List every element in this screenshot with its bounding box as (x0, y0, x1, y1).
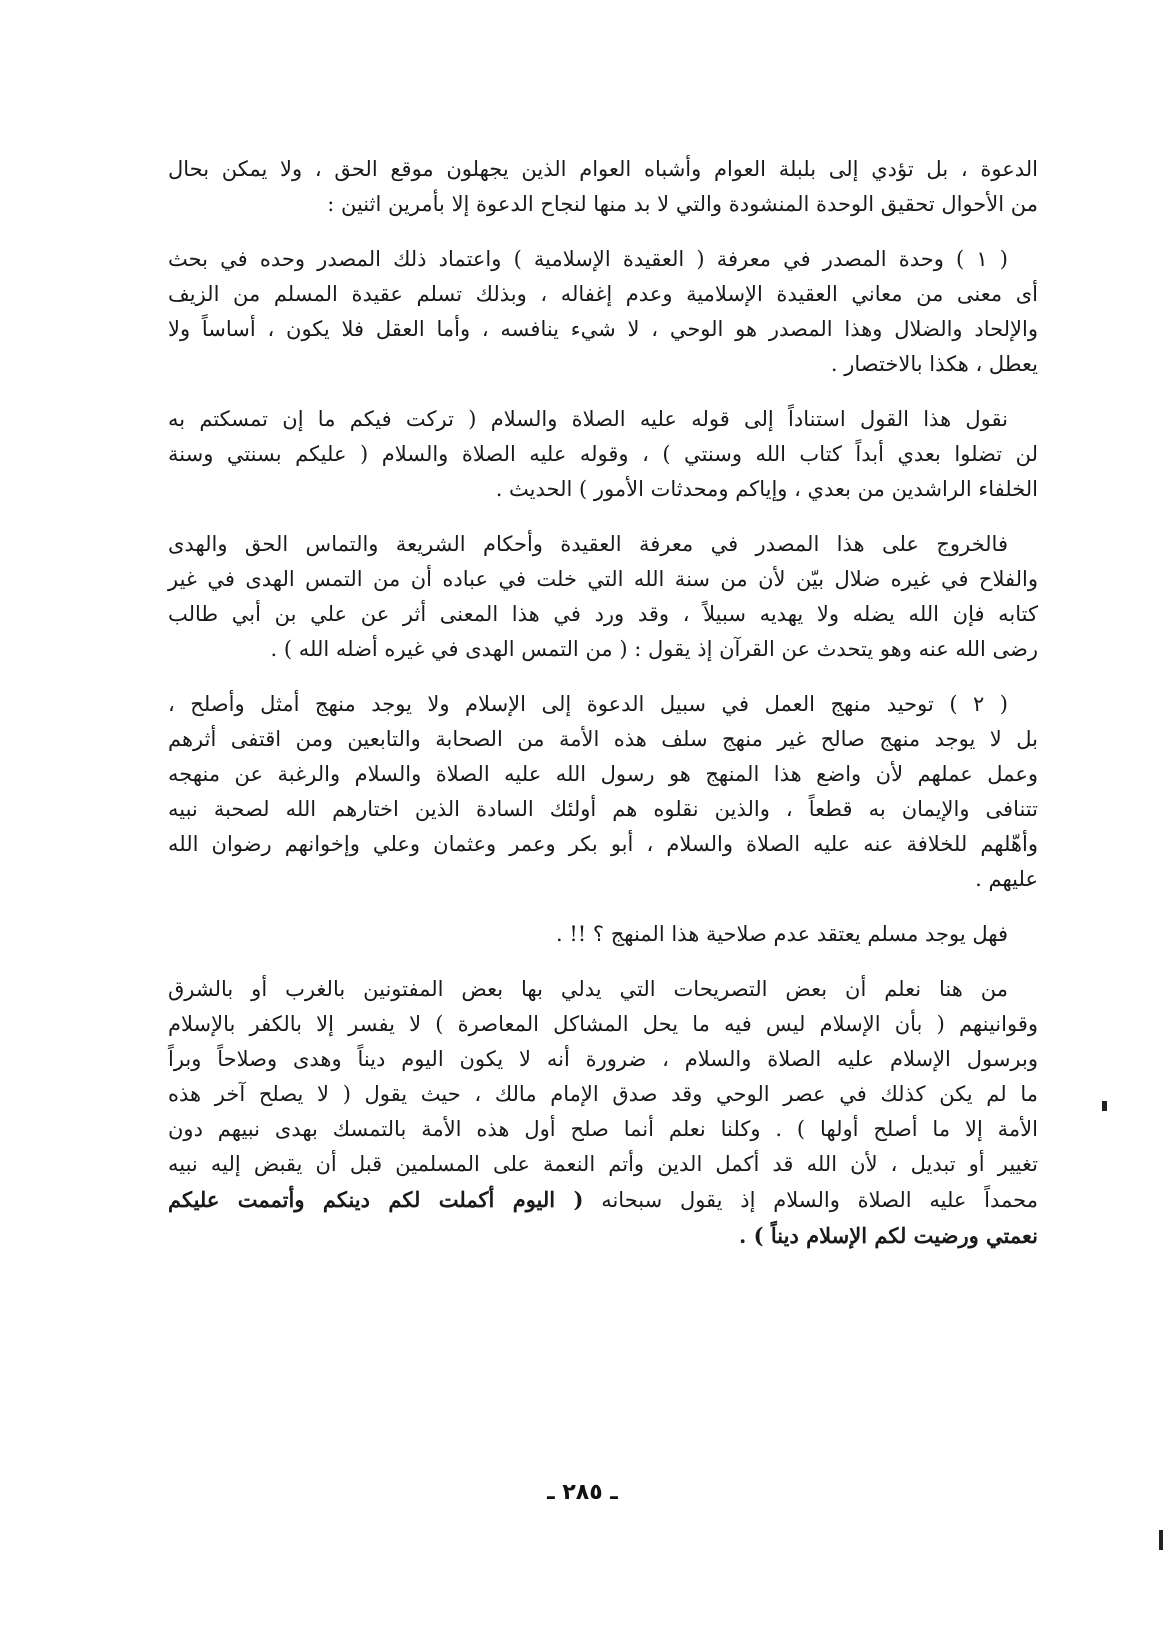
text-line-mixed (168, 1182, 1038, 1218)
text-line: الأمة إلا ما أصلح أولها ) . وكلنا نعلم أنما صلح أول هذه الأمة بالتمسك بهدى نبيهم دون (168, 1117, 1038, 1141)
paragraph-2 (168, 242, 1038, 382)
text-line: من هنا نعلم أن بعض التصريحات التي يدلي بها بعض المفتونين بالغرب أو بالشرق (168, 977, 1008, 1001)
scan-margin-mark (1159, 1530, 1163, 1550)
text-line: الخلفاء الراشدين من بعدي ، وإياكم ومحدثات الأمور ) الحديث . (495, 477, 1038, 501)
text-line: تغيير أو تبديل ، لأن الله قد أكمل الدين وأتم النعمة على المسلمين قبل أن يقبض إليه نبيه (168, 1152, 1038, 1176)
text-line: وقوانينهم ( بأن الإسلام ليس فيه ما يحل المشاكل المعاصرة ) لا يفسر إلا بالكفر بالإسلام (168, 1012, 1038, 1036)
text-line: تتنافى والإيمان به قطعاً ، والذين نقلوه هم أولئك السادة الذين اختارهم الله لصحبة نبيه (168, 797, 1038, 821)
page-body (168, 152, 1038, 1273)
text-line: فهل يوجد مسلم يعتقد عدم صلاحية هذا المنهج ؟ !! . (555, 922, 1008, 946)
text-line: من الأحوال تحقيق الوحدة المنشودة والتي لا بد منها لنجاح الدعوة إلا بأمرين اثنين : (327, 192, 1038, 216)
text-line: عليهم . (975, 867, 1038, 891)
text-line: ما لم يكن كذلك في عصر الوحي وقد صدق الإمام مالك ، حيث يقول ( لا يصلح آخر هذه (168, 1082, 1038, 1106)
page-number: ـ ٢٨٥ ـ (547, 1480, 618, 1505)
quran-quote-bold: نعمتي ورضيت لكم الإسلام ديناً ) . (739, 1223, 1038, 1248)
paragraph-7 (168, 972, 1038, 1253)
text-line: الدعوة ، بل تؤدي إلى بلبلة العوام وأشباه العوام الذين يجهلون موقع الحق ، ولا يمكن بحال (168, 157, 1038, 181)
text-line: والإلحاد والضلال وهذا المصدر هو الوحي ، لا شيء ينافسه ، وأما العقل فلا يكون ، أساساً ولا (168, 317, 1038, 341)
text-line: نقول هذا القول استناداً إلى قوله عليه الصلاة والسلام ( تركت فيكم ما إن تمسكتم به (168, 407, 1008, 431)
paragraph-4 (168, 527, 1038, 667)
text-line: لن تضلوا بعدي أبداً كتاب الله وسنتي ) ، وقوله عليه الصلاة والسلام ( عليكم بسنتي وسنة (168, 442, 1038, 466)
text-line: وبرسول الإسلام عليه الصلاة والسلام ، ضرورة أنه لا يكون اليوم ديناً وهدى وصلاحاً وبراً (168, 1047, 1038, 1071)
paragraph-3 (168, 402, 1038, 507)
text-line: وعمل عملهم لأن واضع هذا المنهج هو رسول الله عليه الصلاة والسلام والرغبة عن منهجه (168, 762, 1038, 786)
text-line: ( ٢ ) توحيد منهج العمل في سبيل الدعوة إلى الإسلام ولا يوجد منهج أمثل وأصلح ، (168, 692, 1008, 716)
paragraph-6 (168, 917, 1038, 952)
text-line: رضى الله عنه وهو يتحدث عن القرآن إذ يقول : ( من التمس الهدى في غيره أضله الله ) . (270, 637, 1038, 661)
text-segment: محمداً عليه الصلاة والسلام إذ يقول سبحانه (601, 1188, 1038, 1212)
scan-margin-mark (1102, 1101, 1107, 1111)
text-line: والفلاح في غيره ضلال بيّن لأن من سنة الله التي خلت في عباده أن من التمس الهدى في غير (168, 567, 1038, 591)
quran-quote-bold: ( اليوم أكملت لكم دينكم وأتممت عليكم (168, 1187, 584, 1212)
paragraph-5 (168, 687, 1038, 897)
text-line: ( ١ ) وحدة المصدر في معرفة ( العقيدة الإسلامية ) واعتماد ذلك المصدر وحده في بحث (168, 247, 1008, 271)
text-line: كتابه فإن الله يضله ولا يهديه سبيلاً ، وقد ورد في هذا المعنى أثر عن علي بن أبي طالب (168, 602, 1038, 626)
paragraph-1 (168, 152, 1038, 222)
text-line: بل لا يوجد منهج صالح غير منهج سلف هذه الأمة من الصحابة والتابعين ومن اقتفى أثرهم (168, 727, 1038, 751)
text-line: يعطل ، هكذا بالاختصار . (830, 352, 1038, 376)
text-line: فالخروج على هذا المصدر في معرفة العقيدة وأحكام الشريعة والتماس الحق والهدى (168, 532, 1008, 556)
text-line: أى معنى من معاني العقيدة الإسلامية وعدم إغفاله ، وبذلك تسلم عقيدة المسلم من الزيف (168, 282, 1038, 306)
text-line: وأهّلهم للخلافة عنه عليه الصلاة والسلام ، أبو بكر وعمر وعثمان وعلي وإخوانهم رضوان الله (168, 832, 1038, 856)
